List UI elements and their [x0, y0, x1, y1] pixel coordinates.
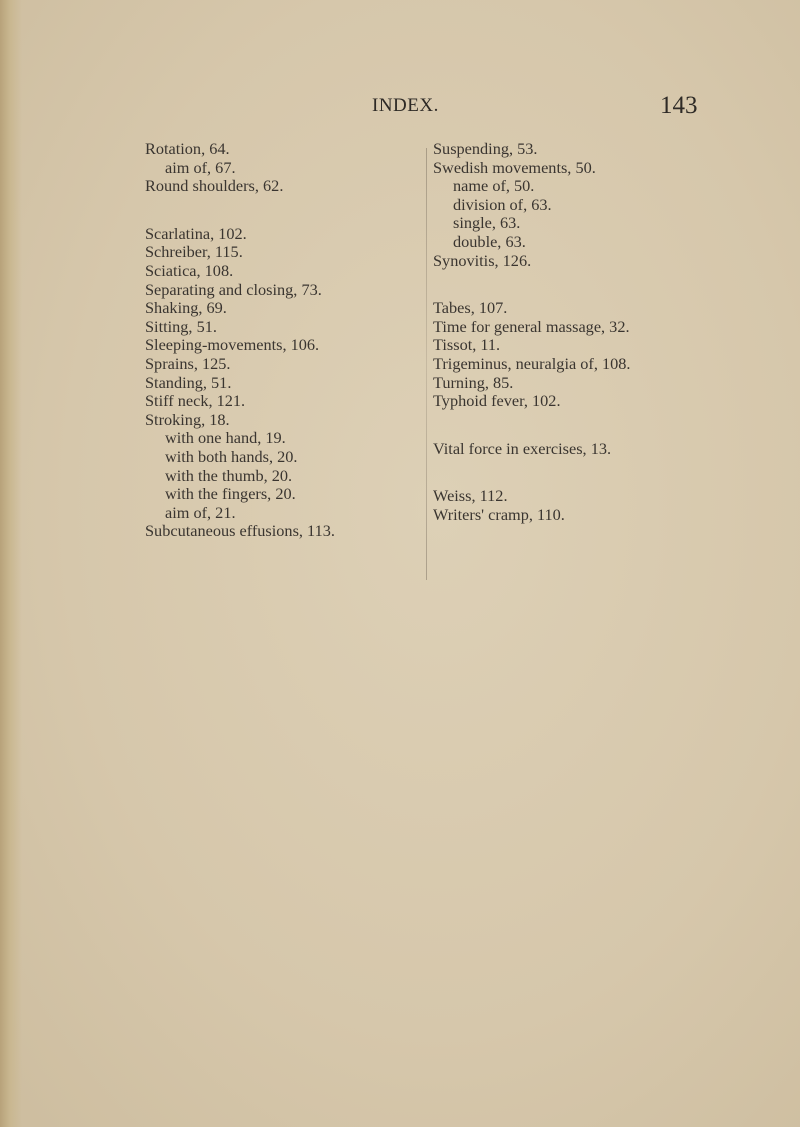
index-subentry: with the fingers, 20. — [165, 484, 296, 504]
index-entry: Writers' cramp, 110. — [433, 504, 565, 524]
index-entry: Standing, 51. — [145, 372, 232, 392]
index-group-w — [433, 487, 733, 524]
index-subentry: with both hands, 20. — [165, 446, 298, 466]
index-entry: Sciatica, 108. — [145, 260, 234, 280]
index-entry: Synovitis, 126. — [433, 250, 532, 270]
index-entry: Suspending, 53. — [433, 139, 538, 158]
index-subentry: name of, 50. — [453, 176, 535, 196]
index-entry: Weiss, 112. — [433, 486, 508, 506]
page-number: 143 — [660, 92, 698, 119]
index-subentry: with one hand, 19. — [165, 428, 286, 448]
index-entry: Subcutaneous effusions, 113. — [145, 521, 335, 541]
index-entry: Typhoid fever, 102. — [433, 391, 561, 411]
index-subentry: double, 63. — [453, 231, 526, 251]
index-column-right — [433, 140, 733, 525]
column-divider — [426, 148, 427, 580]
index-entry: Turning, 85. — [433, 372, 514, 392]
index-column-left — [145, 140, 410, 541]
group-spacer — [145, 196, 410, 225]
index-entry: Trigeminus, neuralgia of, 108. — [433, 353, 631, 373]
index-entry: Stroking, 18. — [145, 409, 230, 429]
index-entry: Scarlatina, 102. — [145, 223, 247, 243]
page-title: INDEX. — [372, 95, 439, 116]
index-entry: Sleeping-movements, 106. — [145, 335, 320, 355]
index-group-t — [433, 299, 733, 411]
index-group-s-cont — [433, 140, 733, 270]
index-entry: Time for general massage, 32. — [433, 316, 630, 336]
index-entry: Separating and closing, 73. — [145, 279, 322, 299]
index-entry: Stiff neck, 121. — [145, 391, 246, 411]
group-spacer — [433, 458, 733, 487]
binding-edge — [0, 0, 22, 1127]
index-entry: Sitting, 51. — [145, 316, 217, 336]
group-spacer — [433, 270, 733, 299]
index-entry: Tissot, 11. — [433, 335, 501, 355]
index-entry: Swedish movements, 50. — [433, 157, 596, 177]
group-spacer — [433, 411, 733, 440]
index-subentry: single, 63. — [453, 213, 521, 233]
index-entry: Round shoulders, 62. — [145, 176, 284, 196]
running-head — [0, 92, 800, 122]
index-subentry: aim of, 67. — [165, 157, 236, 177]
index-entry: Tabes, 107. — [433, 298, 508, 318]
index-subentry: division of, 63. — [453, 194, 552, 214]
index-subentry: aim of, 21. — [165, 502, 236, 522]
index-entry: Shaking, 69. — [145, 298, 227, 318]
index-entry: Vital force in exercises, 13. — [433, 438, 612, 458]
index-subentry: with the thumb, 20. — [165, 465, 293, 485]
index-entry: Schreiber, 115. — [145, 242, 243, 262]
index-entry: Rotation, 64. — [145, 139, 230, 158]
index-group-s — [145, 225, 410, 541]
index-entry: Sprains, 125. — [145, 353, 231, 373]
index-group-r — [145, 140, 410, 196]
index-group-v — [433, 440, 733, 459]
